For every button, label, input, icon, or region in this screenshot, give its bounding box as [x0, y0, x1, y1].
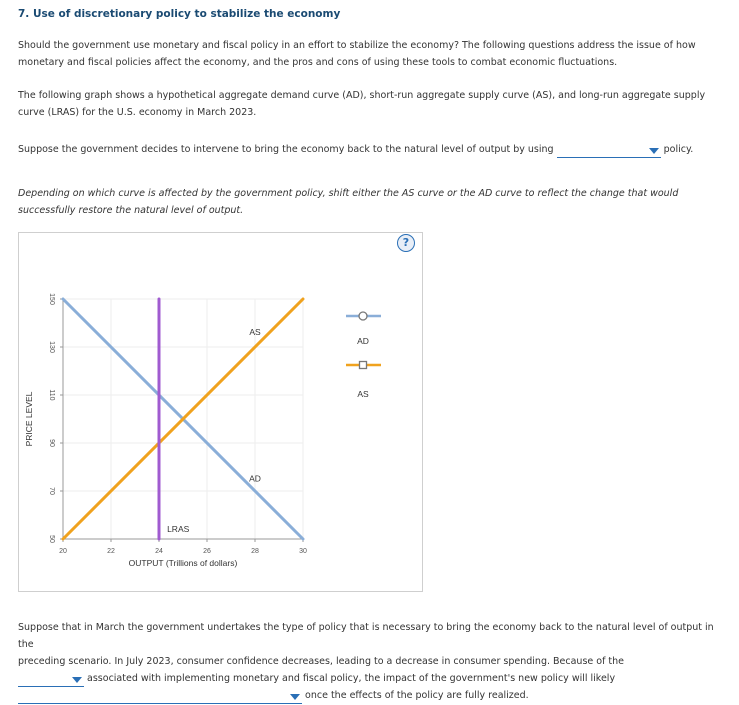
- as-curve-label: AS: [249, 327, 261, 337]
- x-tick-label: 30: [299, 548, 307, 555]
- chevron-down-icon[interactable]: [649, 148, 659, 154]
- x-axis-label: OUTPUT (Trillions of dollars): [128, 558, 238, 568]
- graph-description: The following graph shows a hypothetical aggregate demand curve (AD), short-run aggregate supply curve (AS), and long-run aggregate supply curve (LRAS) for the U.S. economy in March 2023.: [18, 90, 706, 118]
- y-axis-label: PRICE LEVEL: [24, 391, 34, 447]
- policy-dropdown[interactable]: [557, 146, 661, 158]
- chart-curve-labels: [167, 327, 261, 534]
- chart-curves[interactable]: [63, 299, 303, 539]
- question-2-line-1: Suppose that in March the government undertakes the type of policy that is necessary to bring the economy back to the natural level of output in the: [18, 622, 714, 650]
- legend-ad-tool[interactable]: [346, 312, 381, 346]
- x-tick-label: 20: [59, 548, 67, 555]
- question-1-text: Suppose the government decides to intervene to bring the economy back to the natural level of output by using: [18, 144, 554, 155]
- y-tick-label: 150: [48, 293, 55, 305]
- x-tick-label: 26: [203, 548, 211, 555]
- y-tick-label: 70: [48, 487, 55, 495]
- y-tick-label: 130: [48, 341, 55, 353]
- chevron-down-icon[interactable]: [290, 694, 300, 700]
- graph-instruction: Depending on which curve is affected by the government policy, shift either the AS curve or the AD curve to reflect the change that would successfully restore the natural level of output.: [18, 188, 679, 216]
- page-title: 7. Use of discretionary policy to stabilize the economy: [18, 8, 341, 20]
- y-tick-label: 90: [48, 439, 55, 447]
- lag-type-dropdown[interactable]: [18, 675, 84, 687]
- legend-ad-label: AD: [357, 336, 369, 346]
- question-2-line-2: preceding scenario. In July 2023, consumer confidence decreases, leading to a decrease in consumer spending. Because of the: [18, 656, 625, 667]
- ad-tool-circle-icon[interactable]: [359, 312, 367, 320]
- question-1: [18, 141, 718, 158]
- ad-as-chart[interactable]: [18, 232, 421, 590]
- question-2: [18, 619, 723, 704]
- lras-curve-label: LRAS: [167, 523, 190, 534]
- question-2-line-4: [18, 687, 723, 704]
- y-tick-label: 50: [48, 535, 55, 543]
- policy-impact-dropdown[interactable]: [18, 692, 302, 704]
- x-tick-label: 24: [155, 548, 163, 555]
- question-1-suffix: policy.: [663, 144, 694, 155]
- question-2-line-4-text: once the effects of the policy are fully realized.: [305, 690, 529, 701]
- intro-text: Should the government use monetary and fiscal policy in an effort to stabilize the economy? The following questions address the issue of how monetary and fiscal policies affect the economy, and the pros and cons of using these tools to combat economic fluctuations.: [18, 40, 696, 68]
- help-button[interactable]: ?: [397, 234, 415, 252]
- x-tick-label: 28: [251, 548, 259, 555]
- question-2-line-3: [18, 670, 723, 687]
- legend-as-label: AS: [357, 389, 369, 399]
- x-tick-label: 22: [107, 548, 115, 555]
- chevron-down-icon[interactable]: [72, 677, 82, 683]
- y-tick-label: 110: [48, 389, 55, 401]
- as-tool-square-icon[interactable]: [360, 362, 367, 369]
- legend-as-tool[interactable]: [346, 362, 381, 400]
- ad-curve-label: AD: [249, 473, 261, 484]
- question-2-line-3-text: associated with implementing monetary and fiscal policy, the impact of the government's new policy will likely: [87, 673, 616, 684]
